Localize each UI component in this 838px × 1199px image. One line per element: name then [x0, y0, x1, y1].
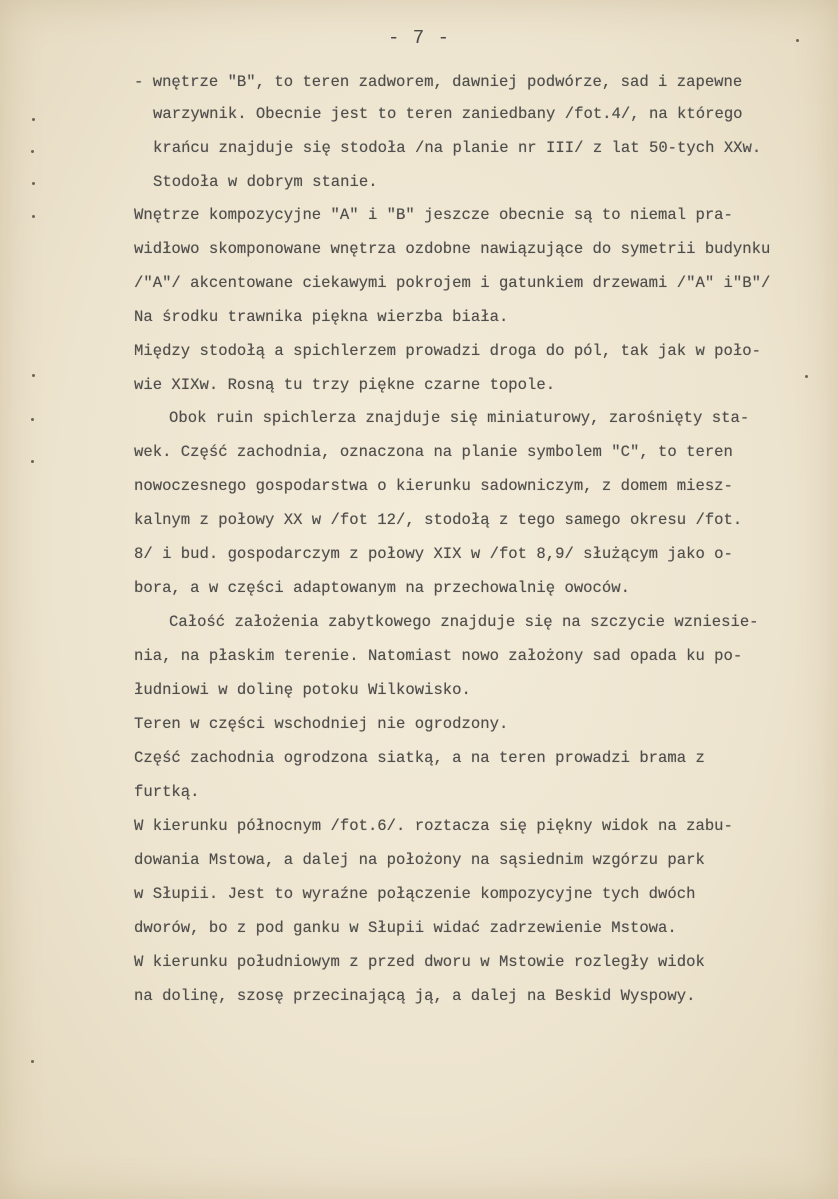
margin-dot: [31, 150, 34, 153]
text-line: warzywnik. Obecnie jest to teren zaniedbany /fot.4/, na którego: [153, 105, 743, 123]
margin-dot: [32, 118, 35, 121]
margin-dot: [796, 39, 799, 42]
text-line: Stodoła w dobrym stanie.: [153, 173, 378, 191]
text-line: Na środku trawnika piękna wierzba biała.: [134, 308, 509, 326]
text-line: W kierunku północnym /fot.6/. roztacza się piękny widok na zabu-: [134, 817, 733, 835]
margin-dot: [31, 460, 34, 463]
margin-dot: [32, 215, 35, 218]
text-line: dworów, bo z pod ganku w Słupii widać zadrzewienie Mstowa.: [134, 919, 677, 937]
margin-dot: [31, 1060, 34, 1063]
text-line: Obok ruin spichlerza znajduje się miniaturowy, zarośnięty sta-: [169, 409, 750, 427]
text-line: W kierunku południowym z przed dworu w Mstowie rozległy widok: [134, 953, 705, 971]
text-line: kalnym z połowy XX w /fot 12/, stodołą z tego samego okresu /fot.: [134, 511, 743, 529]
text-line: nia, na płaskim terenie. Natomiast nowo założony sad opada ku po-: [134, 647, 743, 665]
text-line: - wnętrze "B", to teren zadworem, dawniej podwórze, sad i zapewne: [134, 73, 743, 91]
text-line: /"A"/ akcentowane ciekawymi pokrojem i gatunkiem drzewami /"A" i"B"/: [134, 274, 771, 292]
text-line: wie XIXw. Rosną tu trzy piękne czarne topole.: [134, 376, 556, 394]
margin-dot: [32, 374, 35, 377]
text-line: w Słupii. Jest to wyraźne połączenie kompozycyjne tych dwóch: [134, 885, 696, 903]
text-line: furtką.: [134, 783, 200, 801]
margin-dot: [32, 182, 35, 185]
text-line: na dolinę, szosę przecinającą ją, a dalej na Beskid Wyspowy.: [134, 987, 696, 1005]
text-line: bora, a w części adaptowanym na przechowalnię owoców.: [134, 579, 630, 597]
text-line: łudniowi w dolinę potoku Wilkowisko.: [134, 681, 471, 699]
margin-dot: [31, 418, 34, 421]
text-line: widłowo skomponowane wnętrza ozdobne nawiązujące do symetrii budynku: [134, 240, 771, 258]
text-line: Między stodołą a spichlerzem prowadzi droga do pól, tak jak w poło-: [134, 342, 761, 360]
page-number: - 7 -: [387, 27, 450, 49]
text-line: Wnętrze kompozycyjne "A" i "B" jeszcze obecnie są to niemal pra-: [134, 206, 733, 224]
text-line: nowoczesnego gospodarstwa o kierunku sadowniczym, z domem miesz-: [134, 477, 733, 495]
text-line: 8/ i bud. gospodarczym z połowy XIX w /fot 8,9/ służącym jako o-: [134, 545, 733, 563]
text-line: krańcu znajduje się stodoła /na planie nr III/ z lat 50-tych XXw.: [153, 139, 762, 157]
text-line: wek. Część zachodnia, oznaczona na planie symbolem "C", to teren: [134, 443, 733, 461]
text-line: Całość założenia zabytkowego znajduje się na szczycie wzniesie-: [169, 613, 759, 631]
text-line: Część zachodnia ogrodzona siatką, a na teren prowadzi brama z: [134, 749, 705, 767]
margin-dot: [805, 375, 808, 378]
text-line: Teren w części wschodniej nie ogrodzony.: [134, 715, 509, 733]
text-line: dowania Mstowa, a dalej na położony na sąsiednim wzgórzu park: [134, 851, 705, 869]
